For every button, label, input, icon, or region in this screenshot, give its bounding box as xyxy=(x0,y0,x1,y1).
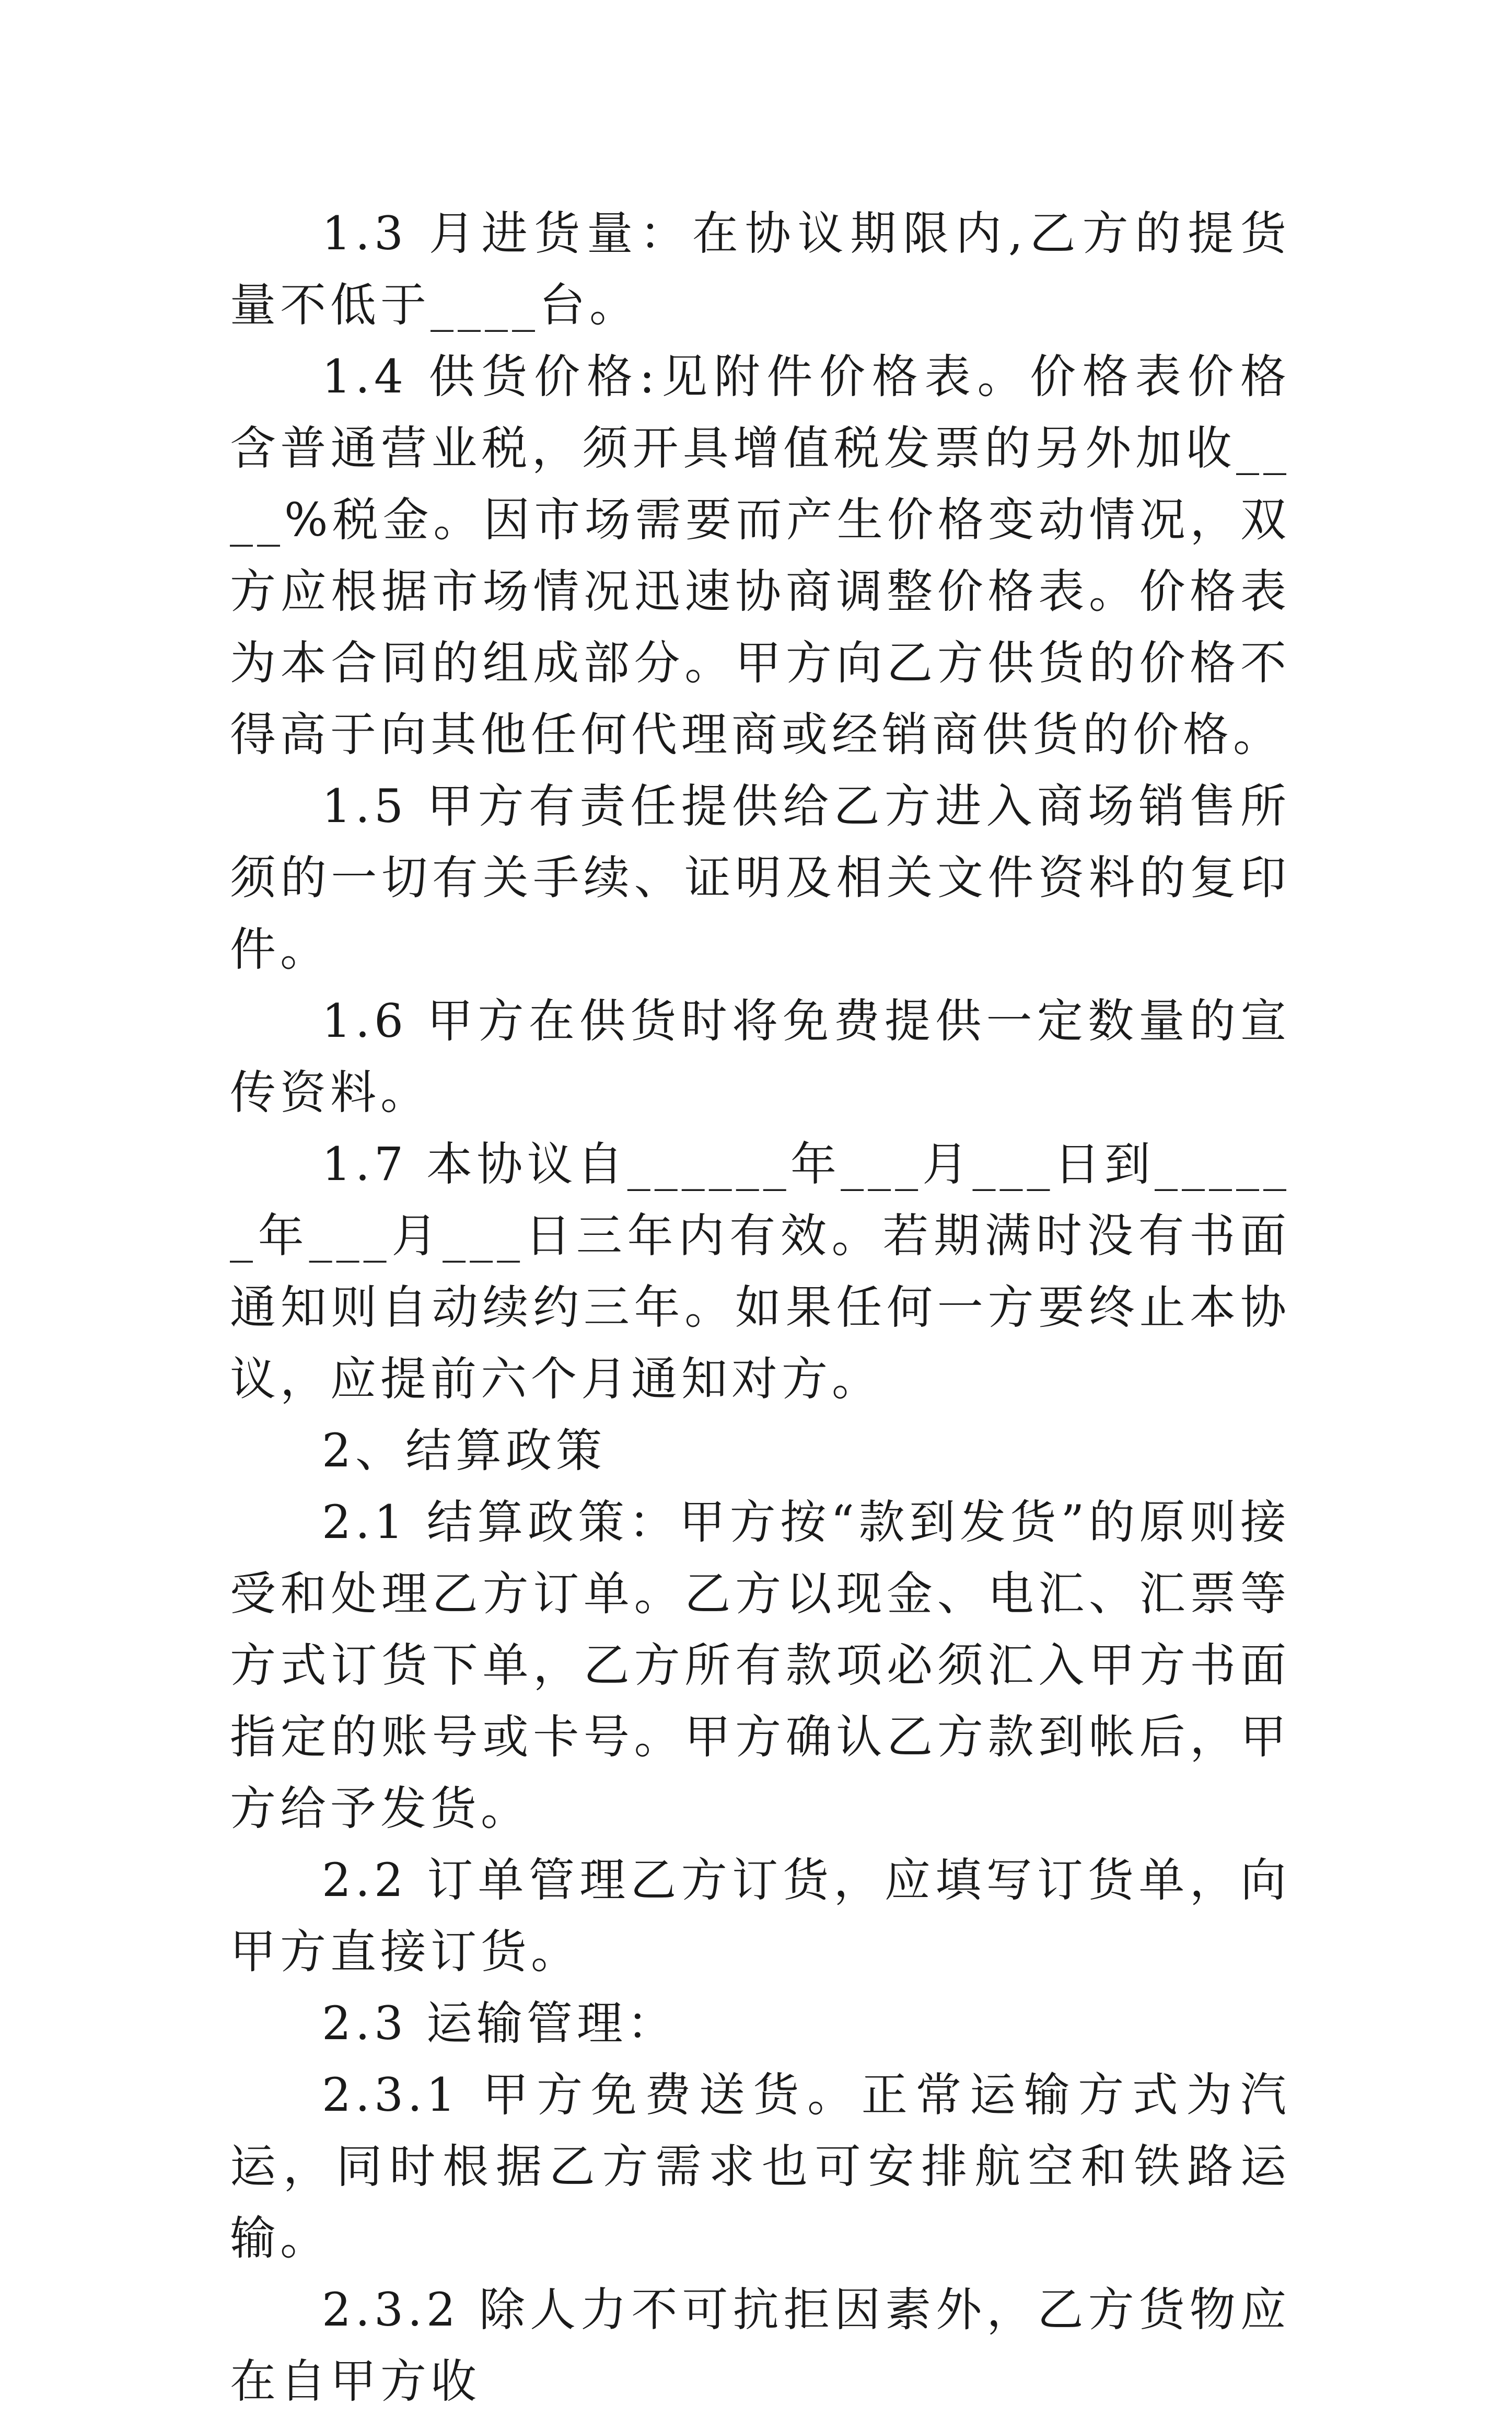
clause-1-6-promo-materials: 1.6 甲方在供货时将免费提供一定数量的宣传资料。 xyxy=(230,994,1290,1119)
section-2-heading: 2、结算政策 xyxy=(322,1424,606,1477)
document-body xyxy=(230,198,1290,2417)
clause-2-2-order-management: 2.2 订单管理乙方订货，应填写订货单，向甲方直接订货。 xyxy=(230,1853,1290,1979)
clause-2-3-transport-heading: 2.3 运输管理： xyxy=(322,1996,677,2050)
clause-1-4-supply-price: 1.4 供货价格:见附件价格表。价格表价格含普通营业税，须开具增值税发票的另外加收____%税金。因市场需要而产生价格变动情况，双方应根据市场情况迅速协商调整价格表。价格表为本合同的组成部分。甲方向乙方供货的价格不得高于向其他任何代理商或经销商供货的价格。 xyxy=(230,350,1290,761)
clause-2-3-2-force-majeure: 2.3.2 除人力不可抗拒因素外，乙方货物应在自甲方收 xyxy=(230,2283,1290,2408)
clause-1-5-documents: 1.5 甲方有责任提供给乙方进入商场销售所须的一切有关手续、证明及相关文件资料的复印件。 xyxy=(230,779,1290,976)
clause-2-1-settlement: 2.1 结算政策：甲方按“款到发货”的原则接受和处理乙方订单。乙方以现金、电汇、汇票等方式订货下单，乙方所有款项必须汇入甲方书面指定的账号或卡号。甲方确认乙方款到帐后，甲方给予发货。 xyxy=(230,1495,1290,1835)
clause-2-3-1-delivery: 2.3.1 甲方免费送货。正常运输方式为汽运，同时根据乙方需求也可安排航空和铁路运输。 xyxy=(230,2068,1290,2265)
clause-1-3-monthly-volume: 1.3 月进货量：在协议期限内,乙方的提货量不低于____台。 xyxy=(230,206,1290,332)
clause-1-7-term: 1.7 本协议自______年___月___日到______年___月___日三年内有效。若期满时没有书面通知则自动续约三年。如果任何一方要终止本协议，应提前六个月通知对方。 xyxy=(230,1137,1290,1406)
